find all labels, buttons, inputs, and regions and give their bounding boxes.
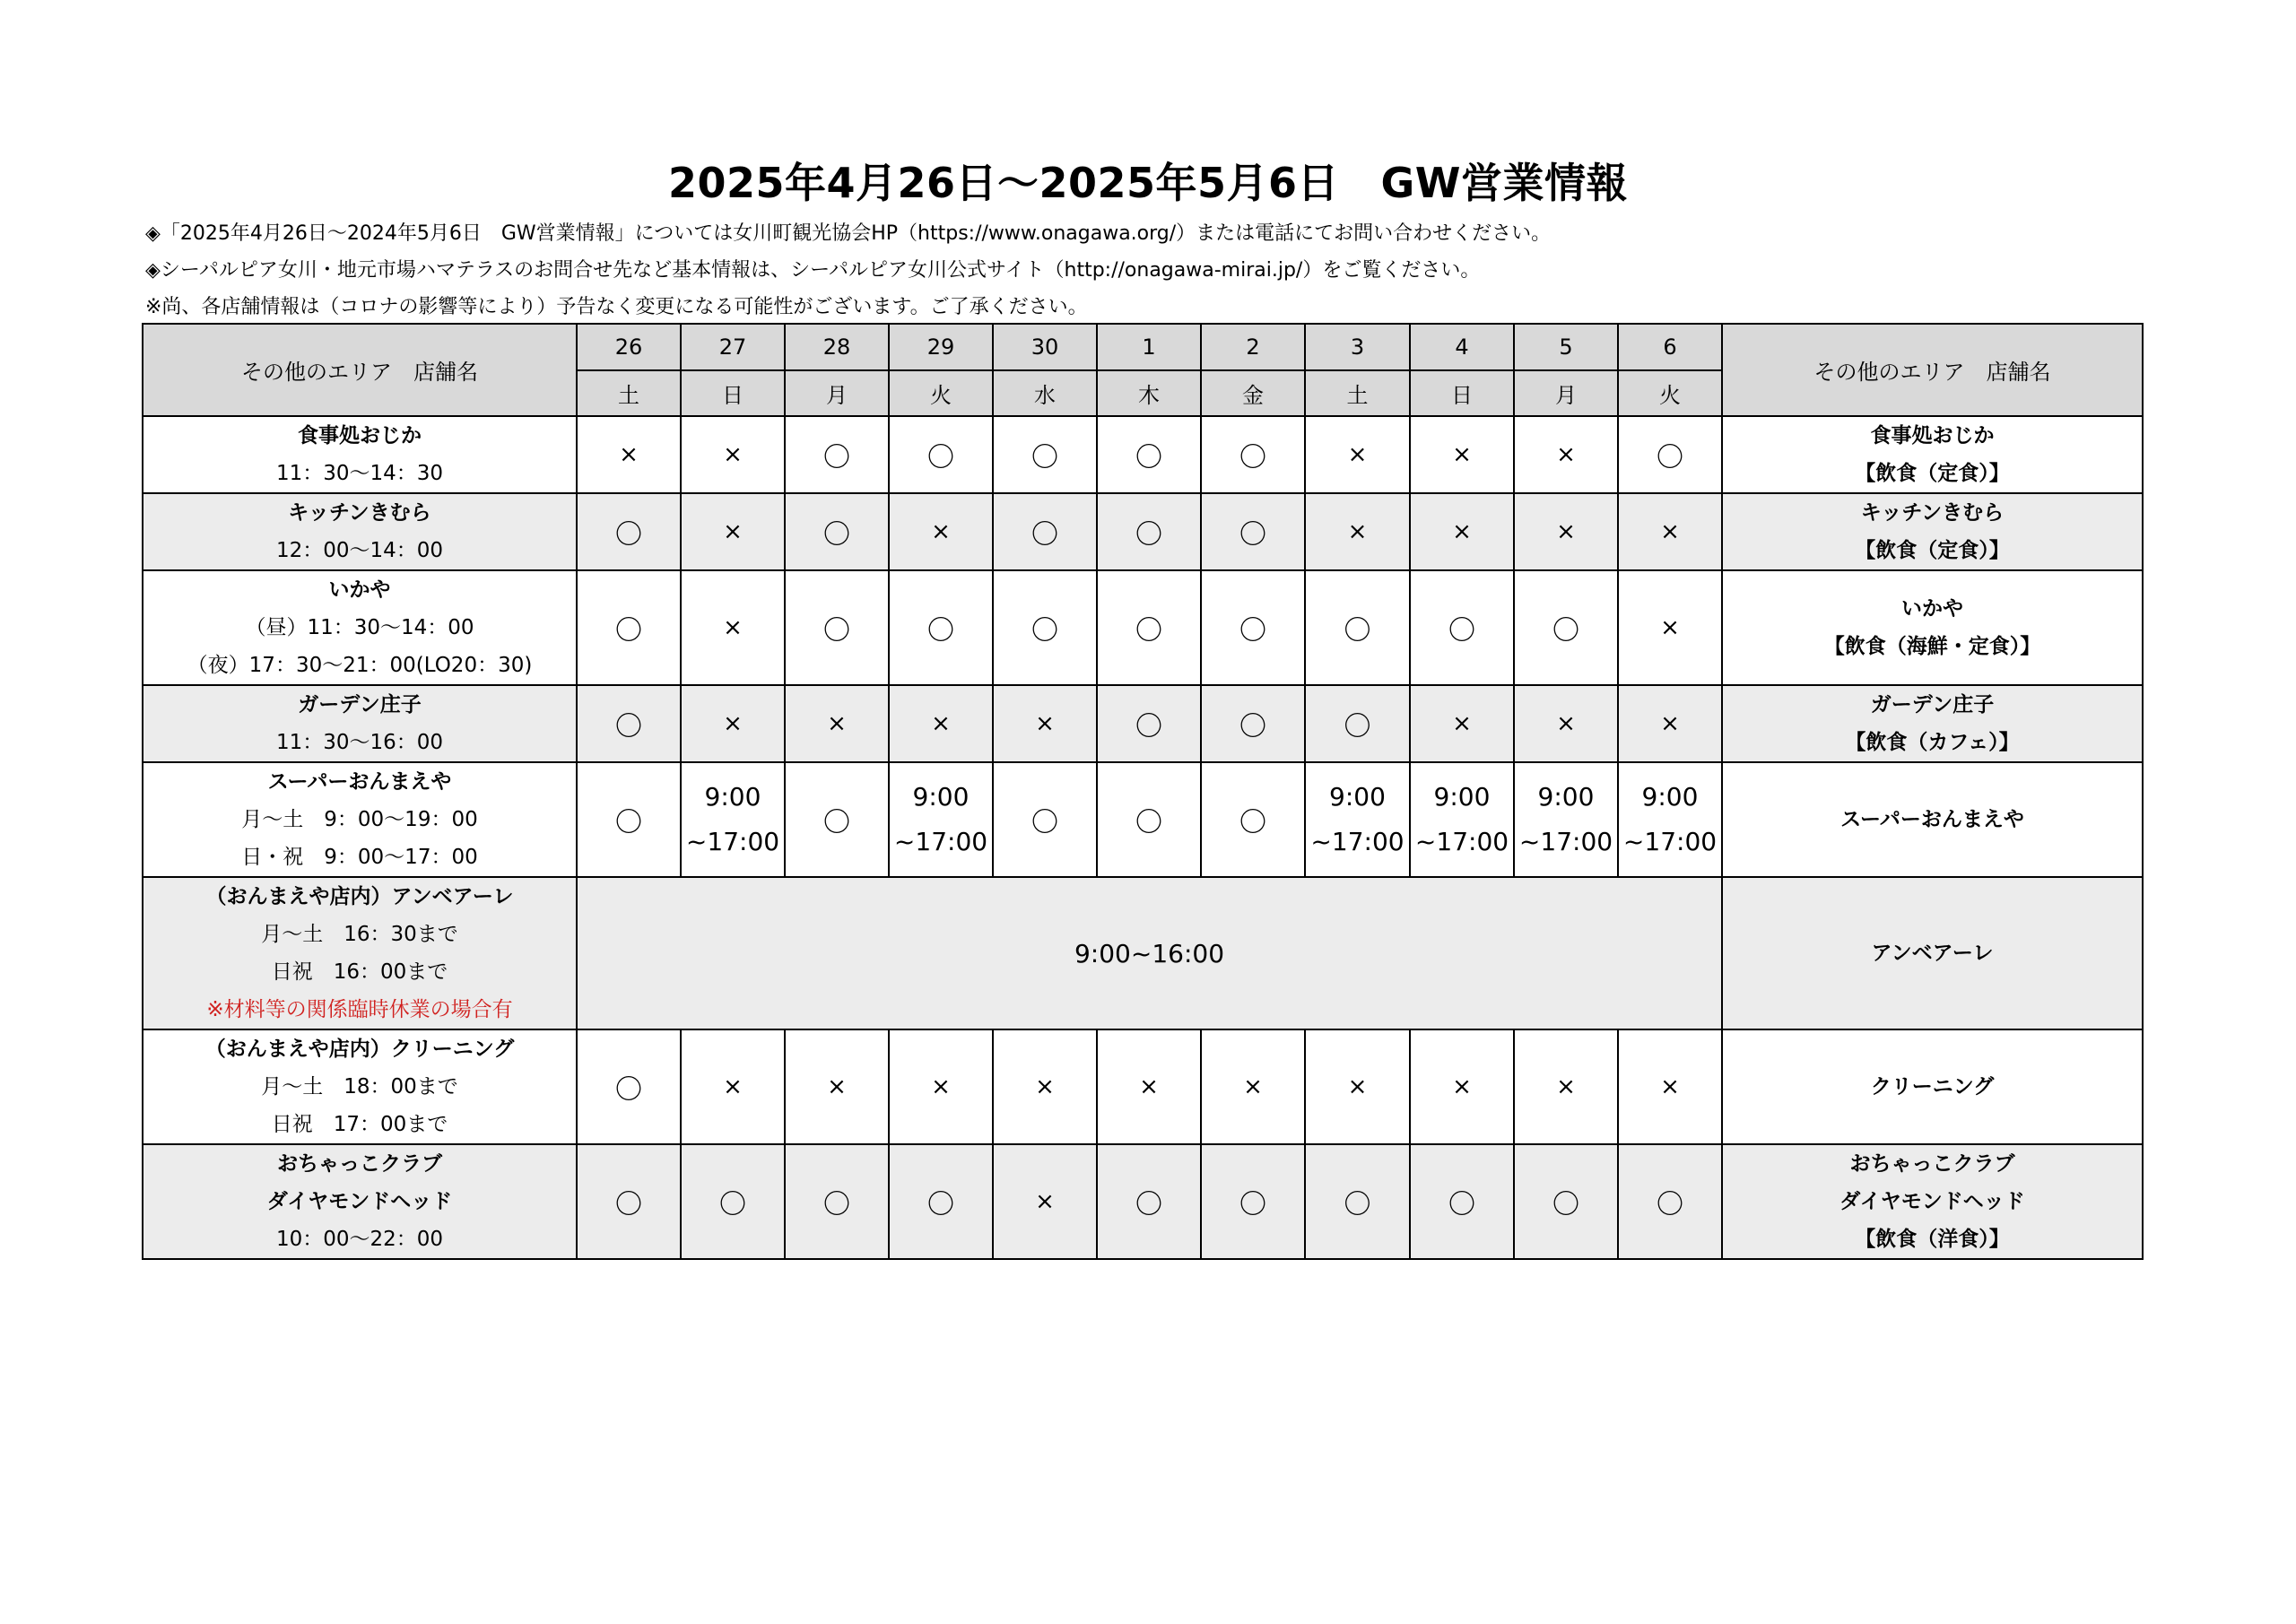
open-mark: 〇: [785, 762, 889, 877]
store-category-cell: [1722, 570, 2143, 685]
note-line: ◈「2025年4月26日～2024年5月6日 GW営業情報」については女川町観光協会HP（https://www.onagawa.org/）または電話にてお問い合わせください。: [145, 222, 1552, 245]
store-name: おちゃっこクラブ: [277, 1152, 442, 1176]
store-info-cell: [143, 762, 577, 877]
store-category-cell: [1722, 877, 2143, 1029]
store-info-cell: [143, 493, 577, 570]
closed-mark: ×: [681, 685, 785, 762]
merged-hours-cell: 9:00~16:00: [577, 877, 1722, 1029]
store-hours: 月～土 9：00～19：00: [241, 808, 478, 831]
store-row: [143, 570, 2143, 685]
store-hours: 日祝 17：00まで: [271, 1113, 448, 1136]
store-row: [143, 1144, 2143, 1259]
weekday-cell: 水: [993, 370, 1097, 416]
open-mark: 〇: [577, 493, 681, 570]
store-hours: 日祝 16：00まで: [271, 960, 448, 984]
open-mark: 〇: [1618, 1144, 1722, 1259]
category-line: 【飲食（定食）】: [1855, 462, 2010, 485]
open-mark: 〇: [1410, 1144, 1514, 1259]
store-category-cell: [1722, 685, 2143, 762]
open-mark: 〇: [577, 570, 681, 685]
date-cell: 3: [1305, 324, 1410, 370]
notes: [145, 215, 1551, 326]
date-cell: 1: [1097, 324, 1201, 370]
store-name: ガーデン庄子: [298, 693, 422, 716]
date-cell: 5: [1514, 324, 1618, 370]
hours-cell: [1305, 762, 1410, 877]
date-cell: 2: [1201, 324, 1305, 370]
open-mark: 〇: [993, 493, 1097, 570]
closed-mark: ×: [1305, 1029, 1410, 1144]
open-mark: 〇: [577, 685, 681, 762]
closed-mark: ×: [1410, 493, 1514, 570]
closed-mark: ×: [1305, 416, 1410, 493]
schedule-table: [142, 323, 2144, 1260]
open-mark: 〇: [993, 416, 1097, 493]
closed-mark: ×: [1201, 1029, 1305, 1144]
date-cell: 4: [1410, 324, 1514, 370]
hours-line: ~17:00: [685, 827, 780, 856]
closed-mark: ×: [681, 493, 785, 570]
weekday-cell: 月: [1514, 370, 1618, 416]
right-store-header: その他のエリア 店舗名: [1722, 324, 2143, 416]
open-mark: 〇: [1097, 685, 1201, 762]
open-mark: 〇: [1097, 416, 1201, 493]
store-name: キッチンきむら: [288, 501, 431, 525]
store-row: [143, 877, 2143, 1029]
open-mark: 〇: [1201, 1144, 1305, 1259]
store-name: スーパーおんまえや: [267, 770, 452, 794]
closed-mark: ×: [1410, 1029, 1514, 1144]
closed-mark: ×: [1305, 493, 1410, 570]
open-mark: 〇: [1514, 570, 1618, 685]
open-mark: 〇: [1097, 762, 1201, 877]
open-mark: 〇: [1097, 1144, 1201, 1259]
open-mark: 〇: [1305, 570, 1410, 685]
closed-mark: ×: [1514, 685, 1618, 762]
hours-line: 9:00: [1537, 782, 1595, 812]
closed-mark: ×: [889, 685, 993, 762]
store-category-cell: [1722, 1029, 2143, 1144]
open-mark: 〇: [785, 1144, 889, 1259]
open-mark: 〇: [889, 1144, 993, 1259]
store-name: （おんまえや店内）クリーニング: [204, 1038, 515, 1061]
open-mark: 〇: [1305, 1144, 1410, 1259]
hours-cell: [1410, 762, 1514, 877]
closed-mark: ×: [1410, 685, 1514, 762]
closed-mark: ×: [785, 1029, 889, 1144]
store-hours: 月～土 18：00まで: [261, 1075, 458, 1099]
open-mark: 〇: [1097, 570, 1201, 685]
hours-line: ~17:00: [1518, 827, 1613, 856]
closed-mark: ×: [1097, 1029, 1201, 1144]
date-cell: 26: [577, 324, 681, 370]
store-info-cell: [143, 416, 577, 493]
store-name: （おんまえや店内）アンベアーレ: [205, 885, 514, 908]
closed-mark: ×: [1618, 570, 1722, 685]
hours-line: 9:00: [912, 782, 970, 812]
closed-mark: ×: [1514, 416, 1618, 493]
weekday-cell: 土: [1305, 370, 1410, 416]
category-line: スーパーおんまえや: [1840, 808, 2024, 831]
date-cell: 28: [785, 324, 889, 370]
category-line: アンベアーレ: [1871, 942, 1994, 965]
closed-mark: ×: [785, 685, 889, 762]
closed-mark: ×: [681, 570, 785, 685]
category-line: 【飲食（カフェ）】: [1845, 731, 2020, 754]
store-info-cell: [143, 877, 577, 1029]
open-mark: 〇: [1097, 493, 1201, 570]
closed-mark: ×: [1410, 416, 1514, 493]
store-hours: 12：00～14：00: [275, 539, 444, 562]
category-line: キッチンきむら: [1860, 501, 2005, 525]
open-mark: 〇: [889, 570, 993, 685]
note-line: ◈シーパルピア女川・地元市場ハマテラスのお問合せ先など基本情報は、シーパルピア女川公式サイト（http://onagawa-mirai.jp/）をご覧ください。: [145, 259, 1481, 282]
hours-line: ~17:00: [1310, 827, 1405, 856]
hours-cell: [1514, 762, 1618, 877]
store-hours: 11：30～14：30: [275, 462, 444, 485]
open-mark: 〇: [993, 762, 1097, 877]
open-mark: 〇: [1201, 762, 1305, 877]
open-mark: 〇: [1305, 685, 1410, 762]
open-mark: 〇: [785, 570, 889, 685]
date-header-row: [143, 324, 2143, 370]
store-name: 食事処おじか: [298, 424, 422, 447]
category-line: 【飲食（定食）】: [1855, 539, 2010, 562]
closed-mark: ×: [889, 1029, 993, 1144]
store-category-cell: [1722, 493, 2143, 570]
store-category-cell: [1722, 1144, 2143, 1259]
note-line: ※尚、各店舗情報は（コロナの影響等により）予告なく変更になる可能性がございます。ご了承ください。: [145, 296, 1088, 318]
category-line: おちゃっこクラブ: [1849, 1152, 2015, 1176]
weekday-cell: 火: [1618, 370, 1722, 416]
hours-line: 9:00: [1433, 782, 1491, 812]
store-category-cell: [1722, 416, 2143, 493]
weekday-cell: 日: [681, 370, 785, 416]
closed-mark: ×: [1618, 685, 1722, 762]
hours-cell: [889, 762, 993, 877]
store-hours: 日・祝 9：00～17：00: [241, 846, 478, 869]
closed-mark: ×: [681, 416, 785, 493]
closed-mark: ×: [681, 1029, 785, 1144]
weekday-cell: 日: [1410, 370, 1514, 416]
open-mark: 〇: [577, 1029, 681, 1144]
date-cell: 27: [681, 324, 785, 370]
open-mark: 〇: [1410, 570, 1514, 685]
store-row: [143, 762, 2143, 877]
open-mark: 〇: [1618, 416, 1722, 493]
open-mark: 〇: [1514, 1144, 1618, 1259]
store-name: いかや: [328, 578, 391, 602]
open-mark: 〇: [1201, 416, 1305, 493]
store-hours: 10：00～22：00: [275, 1228, 444, 1251]
closed-mark: ×: [577, 416, 681, 493]
closed-mark: ×: [1514, 1029, 1618, 1144]
closed-mark: ×: [993, 1144, 1097, 1259]
store-info-cell: [143, 570, 577, 685]
store-row: [143, 493, 2143, 570]
open-mark: 〇: [681, 1144, 785, 1259]
closed-mark: ×: [1514, 493, 1618, 570]
store-name: ダイヤモンドヘッド: [266, 1190, 453, 1213]
category-line: いかや: [1901, 597, 1963, 621]
store-info-cell: [143, 1144, 577, 1259]
open-mark: 〇: [1201, 570, 1305, 685]
hours-line: 9:00: [704, 782, 761, 812]
open-mark: 〇: [889, 416, 993, 493]
category-line: 【飲食（洋食）】: [1855, 1228, 2010, 1251]
hours-line: 9:00: [1641, 782, 1699, 812]
weekday-cell: 火: [889, 370, 993, 416]
hours-line: ~17:00: [1414, 827, 1509, 856]
date-cell: 30: [993, 324, 1097, 370]
open-mark: 〇: [1201, 493, 1305, 570]
date-cell: 6: [1618, 324, 1722, 370]
store-category-cell: [1722, 762, 2143, 877]
category-line: ガーデン庄子: [1870, 693, 1995, 716]
hours-line: ~17:00: [893, 827, 988, 856]
hours-line: 9:00: [1329, 782, 1386, 812]
schedule-body: [143, 416, 2143, 1259]
store-hours: 11：30～16：00: [275, 731, 444, 754]
weekday-cell: 木: [1097, 370, 1201, 416]
open-mark: 〇: [577, 762, 681, 877]
weekday-cell: 金: [1201, 370, 1305, 416]
date-cell: 29: [889, 324, 993, 370]
closed-mark: ×: [1618, 493, 1722, 570]
open-mark: 〇: [785, 493, 889, 570]
open-mark: 〇: [1201, 685, 1305, 762]
hours-cell: [681, 762, 785, 877]
store-hours: （昼）11：30～14：00: [245, 616, 474, 639]
category-line: ダイヤモンドヘッド: [1839, 1190, 2025, 1213]
category-line: 食事処おじか: [1870, 424, 1995, 447]
hours-line: ~17:00: [1622, 827, 1718, 856]
store-row: [143, 416, 2143, 493]
warning-note: ※材料等の関係臨時休業の場合有: [206, 998, 513, 1021]
store-hours: 月～土 16：30まで: [261, 923, 458, 946]
closed-mark: ×: [889, 493, 993, 570]
weekday-cell: 土: [577, 370, 681, 416]
open-mark: 〇: [577, 1144, 681, 1259]
hours-cell: [1618, 762, 1722, 877]
open-mark: 〇: [785, 416, 889, 493]
page-title: 2025年4月26日～2025年5月6日 GW営業情報: [667, 159, 1629, 207]
store-info-cell: [143, 1029, 577, 1144]
store-info-cell: [143, 685, 577, 762]
category-line: 【飲食（海鮮・定食）】: [1823, 635, 2041, 658]
closed-mark: ×: [1618, 1029, 1722, 1144]
category-line: クリーニング: [1870, 1075, 1995, 1099]
closed-mark: ×: [993, 1029, 1097, 1144]
store-row: [143, 1029, 2143, 1144]
left-store-header: その他のエリア 店舗名: [143, 324, 577, 416]
open-mark: 〇: [993, 570, 1097, 685]
store-hours: （夜）17：30～21：00(LO20：30): [187, 654, 533, 677]
store-row: [143, 685, 2143, 762]
closed-mark: ×: [993, 685, 1097, 762]
weekday-cell: 月: [785, 370, 889, 416]
